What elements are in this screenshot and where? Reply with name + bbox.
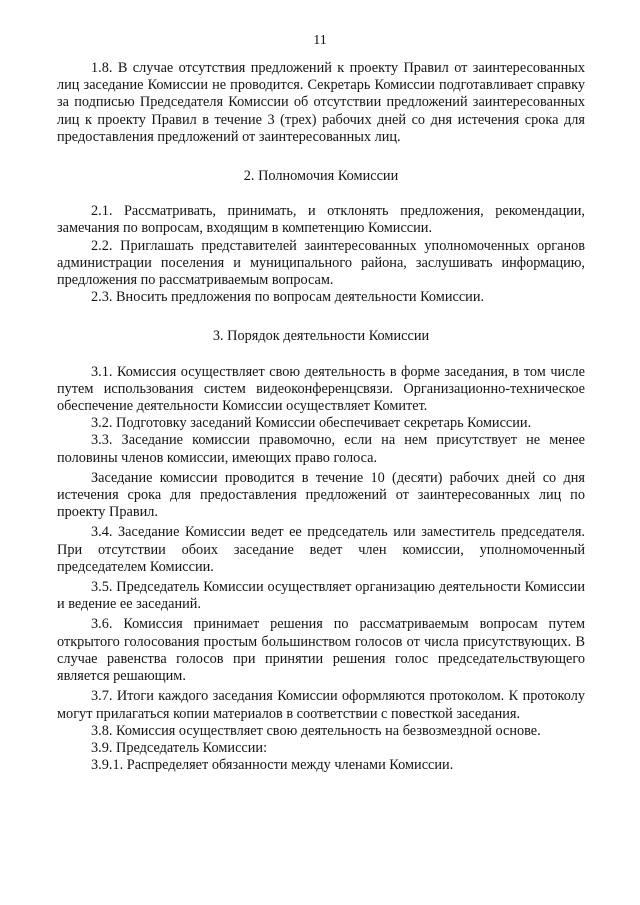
- paragraph-3-3: 3.3. Заседание комиссии правомочно, если на нем присутствует не менее половины членов комиссии, имеющих право голоса.: [57, 432, 585, 466]
- section-heading-2: 2. Полномочия Комиссии: [243, 168, 399, 185]
- paragraph-3-2: 3.2. Подготовку заседаний Комиссии обеспечивает секретарь Комиссии.: [91, 415, 532, 432]
- paragraph-3-8: 3.8. Комиссия осуществляет свою деятельность на безвозмездной основе.: [91, 722, 541, 739]
- paragraph-1-8: 1.8. В случае отсутствия предложений к проекту Правил от заинтересованных лиц заседание Комиссии не проводится. Секретарь Комиссии подготавливает справку за подписью Председателя Комиссии об отсутствии предложений заинтересованных лиц к проекту Правил в течение 3 (трех) рабочих дней со дня истечения срока для предоставления предложений от заинтересованных лиц.: [57, 60, 585, 145]
- paragraph-2-2: 2.2. Приглашать представителей заинтересованных уполномоченных органов администрации поселения и муниципального района, заслушивать информацию, предложения по рассматриваемым вопросам.: [57, 237, 585, 289]
- section-heading-3: 3. Порядок деятельности Комиссии: [212, 328, 430, 345]
- document-body: [57, 60, 585, 774]
- paragraph-3-9-1: 3.9.1. Распределяет обязанности между членами Комиссии.: [91, 757, 454, 774]
- paragraph-3-6: 3.6. Комиссия принимает решения по рассматриваемым вопросам путем открытого голосования простым большинством голосов от числа присутствующих. В случае равенства голосов при принятии решения голос председательствующего является решающим.: [57, 616, 585, 685]
- paragraph-3-7: 3.7. Итоги каждого заседания Комиссии оформляются протоколом. К протоколу могут прилагаться копии материалов в соответствии с повесткой заседания.: [57, 688, 585, 722]
- paragraph-3-4: 3.4. Заседание Комиссии ведет ее председатель или заместитель председателя. При отсутствии обоих заседание ведет член комиссии, уполномоченный председателем Комиссии.: [57, 524, 585, 575]
- page-number: 11: [313, 33, 327, 48]
- paragraph-3-1: 3.1. Комиссия осуществляет свою деятельность в форме заседания, в том числе путем использования систем видеоконференцсвязи. Организационно-техническое обеспечение деятельности Комиссии осуществляет Комитет.: [57, 363, 585, 415]
- paragraph-3-5: 3.5. Председатель Комиссии осуществляет организацию деятельности Комиссии и ведение ее заседаний.: [57, 579, 585, 613]
- paragraph-2-1: 2.1. Рассматривать, принимать, и отклонять предложения, рекомендации, замечания по вопросам, входящим в компетенцию Комиссии.: [57, 203, 585, 237]
- paragraph-2-3: 2.3. Вносить предложения по вопросам деятельности Комиссии.: [91, 289, 485, 306]
- paragraph-3-9: 3.9. Председатель Комиссии:: [91, 739, 268, 756]
- paragraph-3-3-meeting-term: Заседание комиссии проводится в течение 10 (десяти) рабочих дней со дня истечения срока для предоставления предложений от заинтересованных лиц по проекту Правил.: [57, 469, 585, 521]
